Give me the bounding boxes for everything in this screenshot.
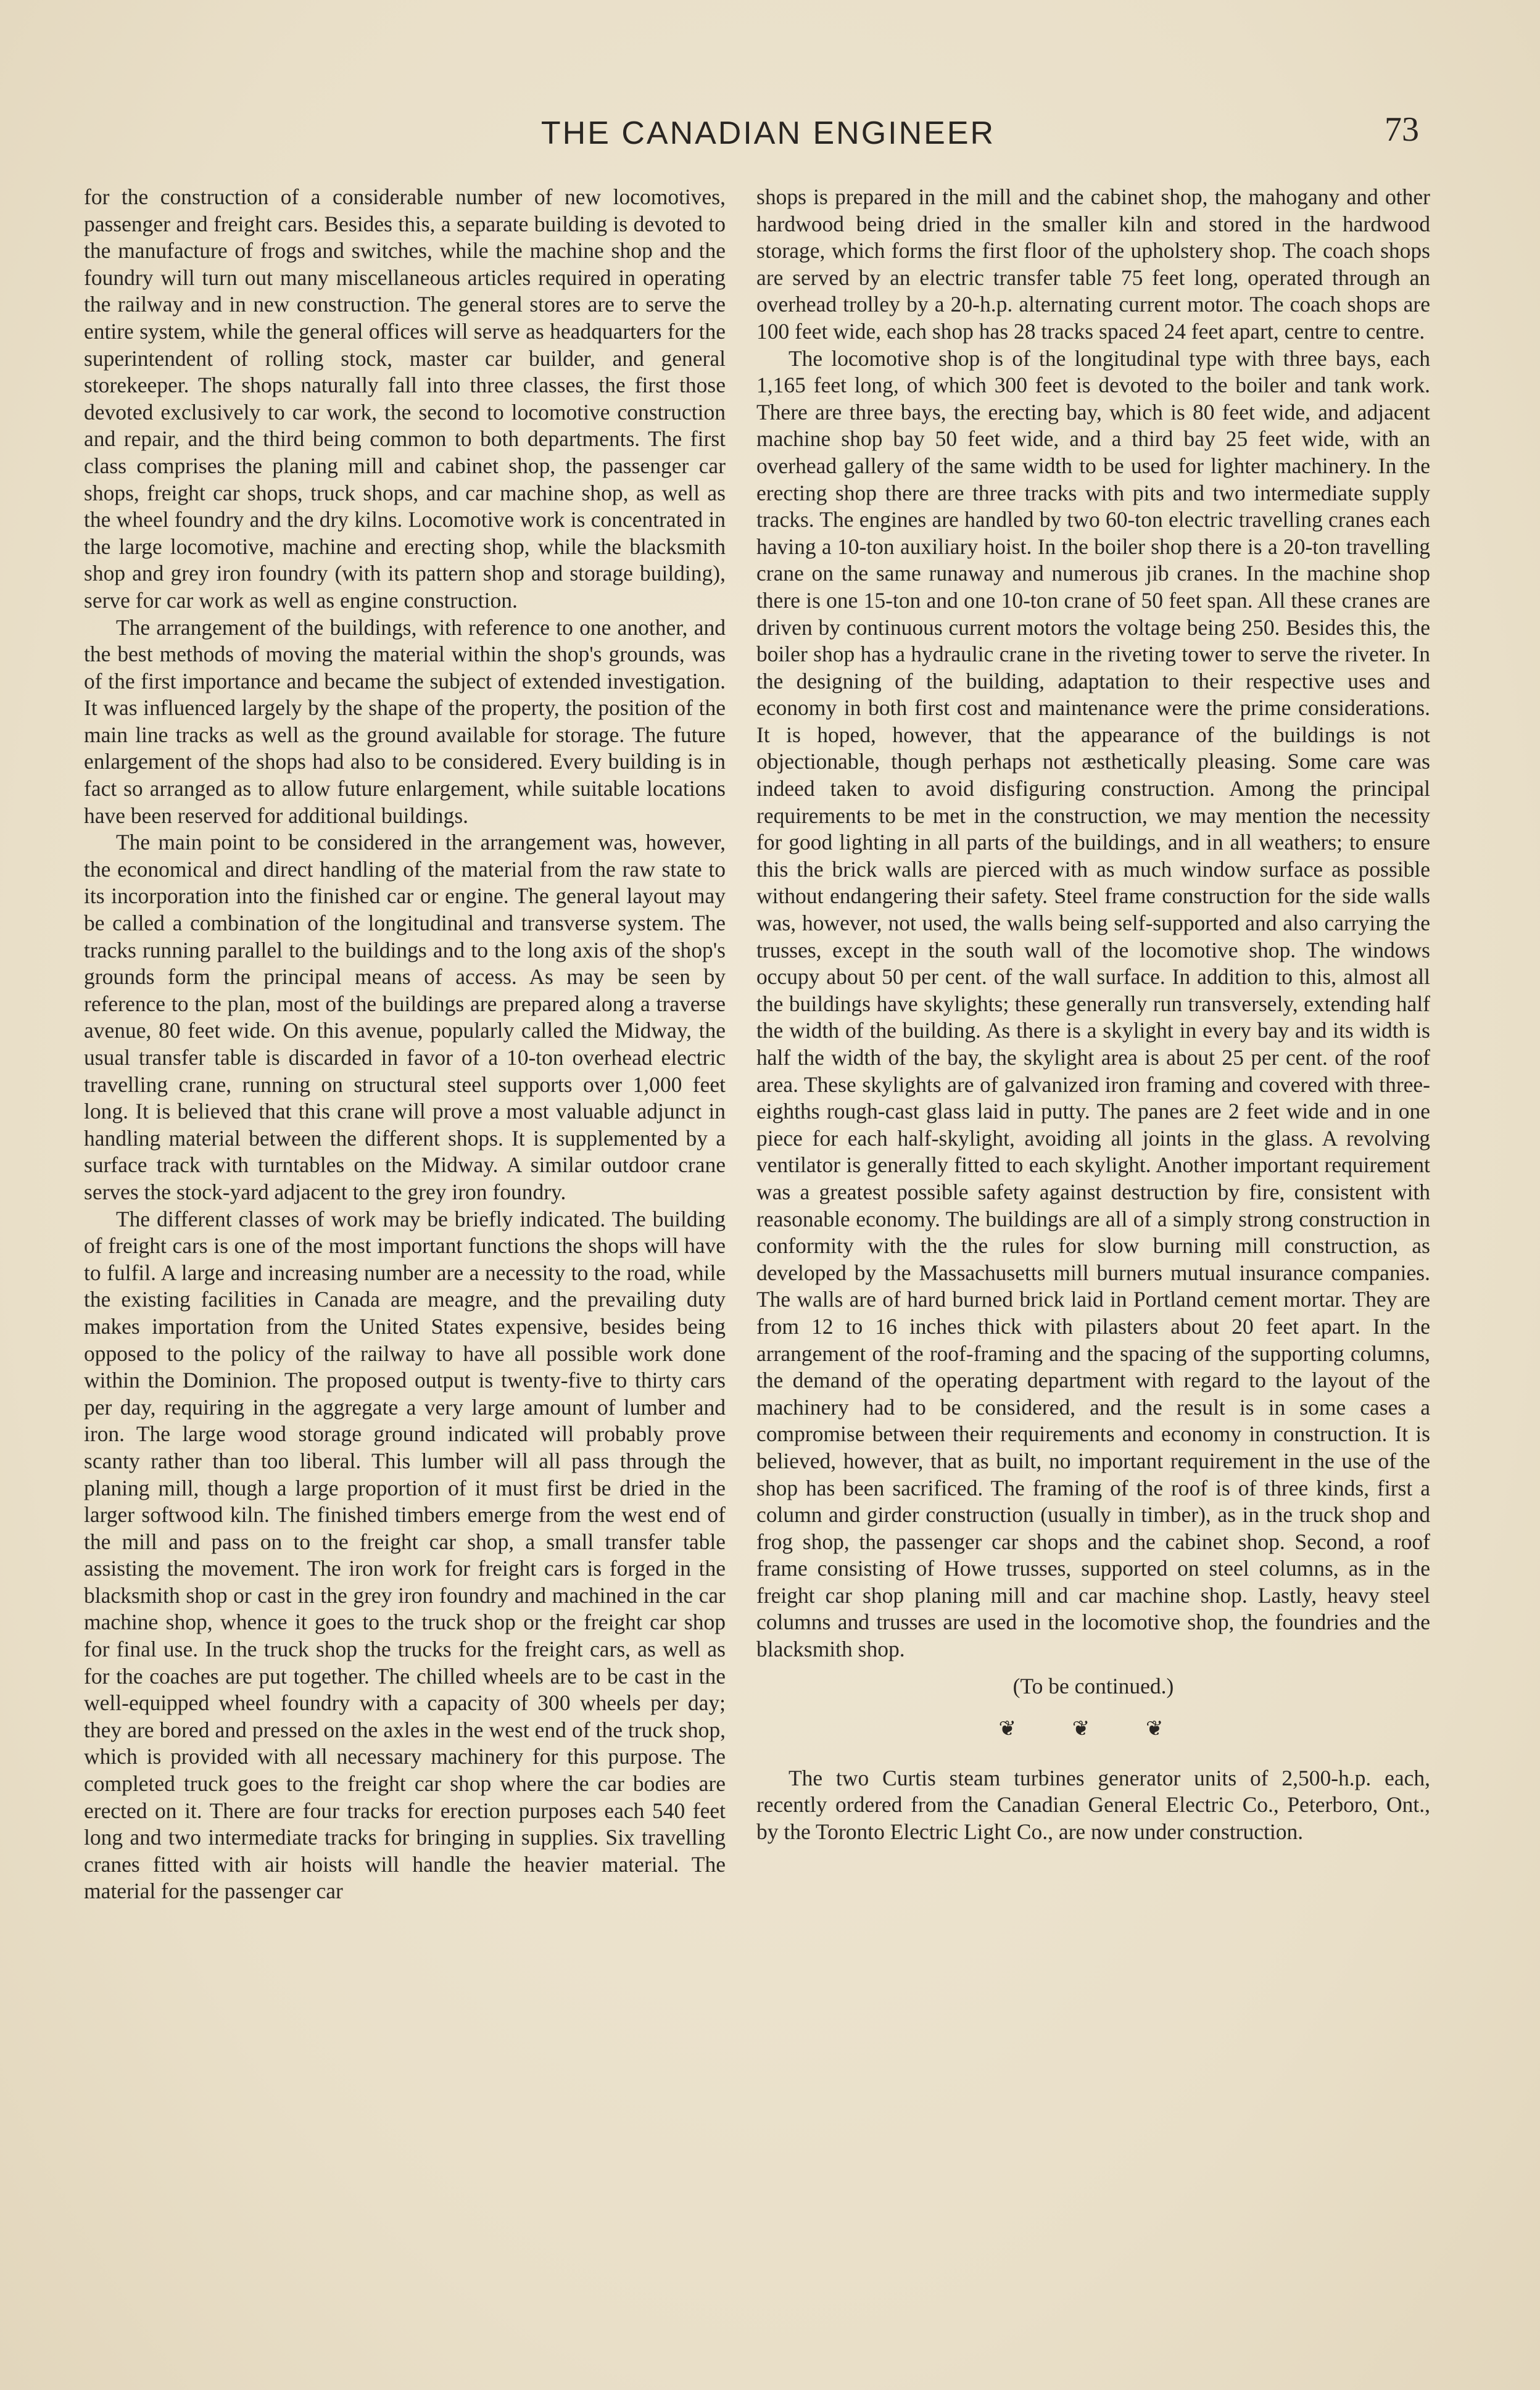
ornament-divider: ❦ ❦ ❦ (998, 1716, 1188, 1742)
left-column (84, 184, 726, 1905)
paragraph: shops is prepared in the mill and the cabinet shop, the mahogany and other hardwood being dried in the smaller kiln and stored in the hardwood storage, which forms the first floor of the upholstery shop. The coach shops are served by an electric transfer table 75 feet long, operated through an overhead trolley by a 20-h.p. alternating current motor. The coach shops are 100 feet wide, each shop has 28 tracks spaced 24 feet apart, centre to centre. (756, 184, 1430, 344)
news-note: The two Curtis steam turbines generator units of 2,500-h.p. each, recently ordered from the Canadian General Electric Co., Peterboro, Ont., by the Toronto Electric Light Co., are now under construction. (756, 1765, 1430, 1845)
paragraph: The arrangement of the buildings, with reference to one another, and the best methods of moving the material within the shop's grounds, was of the first importance and became the subject of extended investigation. It was influenced largely by the shape of the property, the position of the main line tracks as well as the ground available for storage. The future enlargement of the shops had also to be considered. Every building is in fact so arranged as to allow future enlargement, while suitable locations have been reserved for additional buildings. (84, 614, 726, 828)
paragraph: The locomotive shop is of the longitudinal type with three bays, each 1,165 feet long, of which 300 feet is devoted to the boiler and tank work. There are three bays, the erecting bay, which is 80 feet wide, and adjacent machine shop bay 50 feet wide, and a third bay 25 feet wide, with an overhead gallery of the same width to be used for lighter machinery. In the erecting shop there are three tracks with pits and two intermediate supply tracks. The engines are handled by two 60-ton electric travelling cranes each having a 10-ton auxiliary hoist. In the boiler shop there is a 20-ton travelling crane on the same runaway and numerous jib cranes. In the machine shop there is one 15-ton and one 10-ton crane of 50 feet span. All these cranes are driven by continuous current motors the voltage being 250. Besides this, the boiler shop has a hydraulic crane in the riveting tower to serve the riveter. In the designing of the building, adaptation to their respective uses and economy in both first cost and maintenance were the prime considerations. It is hoped, however, that the appearance of the buildings is not objectionable, though perhaps not æsthetically pleasing. Some care was indeed taken to avoid disfiguring construction. Among the principal requirements to be met in the construction, we may mention the necessity for good lighting in all parts of the buildings, and in all weathers; to ensure this the brick walls are pierced with as much window surface as possible without endangering their safety. Steel frame construction for the side walls was, however, not used, the walls being self-supported and also carrying the trusses, except in the south wall of the locomotive shop. The windows occupy about 50 per cent. of the wall surface. In addition to this, almost all the buildings have skylights; these generally run transversely, extending half the width of the building. As there is a skylight in every bay and its width is half the width of the bay, the skylight area is about 25 per cent. of the roof area. These skylights are of galvanized iron framing and covered with three-eighths rough-cast glass laid in putty. The panes are 2 feet wide and in one piece for each half-skylight, avoiding all joints in the glass. A revolving ventilator is generally fitted to each skylight. Another important requirement was a greatest possible safety against destruction by fire, consistent with reasonable economy. The buildings are all of a simply strong construction in conformity with the the rules for slow burning mill construction, as developed by the Massachusetts mill burners mutual insurance companies. The walls are of hard burned brick laid in Portland cement mortar. They are from 12 to 16 inches thick with pilasters about 20 feet apart. In the arrangement of the roof-framing and the spacing of the supporting columns, the demand of the operating department with regard to the layout of the machinery had to be considered, and the result is in some cases a compromise between their requirements and economy in construction. It is believed, however, that as built, no important requirement in the use of the shop has been sacrificed. The framing of the roof is of three kinds, first a column and girder construction (usually in timber), as in the truck shop and frog shop, the passenger car shops and the cabinet shop. Second, a roof frame consisting of Howe trusses, supported on steel columns, as in the freight car shop planing mill and car machine shop. Lastly, heavy steel columns and trusses are used in the locomotive shop, the foundries and the blacksmith shop. (756, 345, 1430, 1662)
to-be-continued: (To be continued.) (1012, 1673, 1174, 1698)
page-number: 73 (1385, 110, 1419, 149)
paragraph: The main point to be considered in the arrangement was, however, the economical and direct handling of the material from the raw state to its incorporation into the finished car or engine. The general layout may be called a combination of the longitudinal and transverse system. The tracks running parallel to the buildings and to the long axis of the shop's grounds form the principal means of access. As may be seen by reference to the plan, most of the buildings are prepared along a traverse avenue, 80 feet wide. On this avenue, popularly called the Midway, the usual transfer table is discarded in favor of a 10-ton overhead electric travelling crane, running on structural steel supports over 1,000 feet long. It is believed that this crane will prove a most valuable adjunct in handling material between the different shops. It is supplemented by a surface track with turntables on the Midway. A similar outdoor crane serves the stock-yard adjacent to the grey iron foundry. (84, 830, 726, 1204)
paragraph: The different classes of work may be briefly indicated. The building of freight cars is one of the most important functions the shops will have to fulfil. A large and increasing number are a necessity to the road, while the existing facilities in Canada are meagre, and the prevailing duty makes importation from the United States expensive, besides being opposed to the policy of the railway to have all possible work done within the Dominion. The proposed output is twenty-five to thirty cars per day, requiring in the aggregate a very large amount of lumber and iron. The large wood storage ground indicated will probably prove scanty rather than too liberal. This lumber will all pass through the planing mill, though a large proportion of it must first be dried in the larger softwood kiln. The finished timbers emerge from the west end of the mill and pass on to the freight car shop, a small transfer table assisting the movement. The iron work for freight cars is forged in the blacksmith shop or cast in the grey iron foundry and machined in the car machine shop, whence it goes to the truck shop or the freight car shop for final use. In the truck shop the trucks for the freight cars, as well as for the coaches are put together. The chilled wheels are to be cast in the well-equipped wheel foundry with a capacity of 300 wheels per day; they are bored and pressed on the axles in the west end of the truck shop, which is provided with all necessary machinery for this purpose. The completed truck goes to the freight car shop where the car bodies are erected on it. There are four tracks for erection purposes each 540 feet long and two intermediate tracks for bringing in supplies. Six travelling cranes fitted with air hoists will handle the heavier material. The material for the passenger car (84, 1206, 726, 1904)
running-title: THE CANADIAN ENGINEER (540, 115, 996, 151)
page-header (80, 110, 1456, 165)
paragraph: for the construction of a considerable number of new locomotives, passenger and freight cars. Besides this, a separate building is devoted to the manufacture of frogs and switches, while the machine shop and the foundry will turn out many miscellaneous articles required in operating the railway and in new construction. The general stores are to serve the entire system, while the general offices will serve as headquarters for the superintendent of rolling stock, master car builder, and general storekeeper. The shops naturally fall into three classes, the first those devoted exclusively to car work, the second to locomotive construction and repair, and the third being common to both departments. The first class comprises the planing mill and cabinet shop, the passenger car shops, freight car shops, truck shops, and car machine shop, as well as the wheel foundry and the dry kilns. Locomotive work is concentrated in the large locomotive, machine and erecting shop, while the blacksmith shop and grey iron foundry (with its pattern shop and storage building), serve for car work as well as engine construction. (84, 184, 726, 613)
right-column (756, 184, 1430, 1846)
